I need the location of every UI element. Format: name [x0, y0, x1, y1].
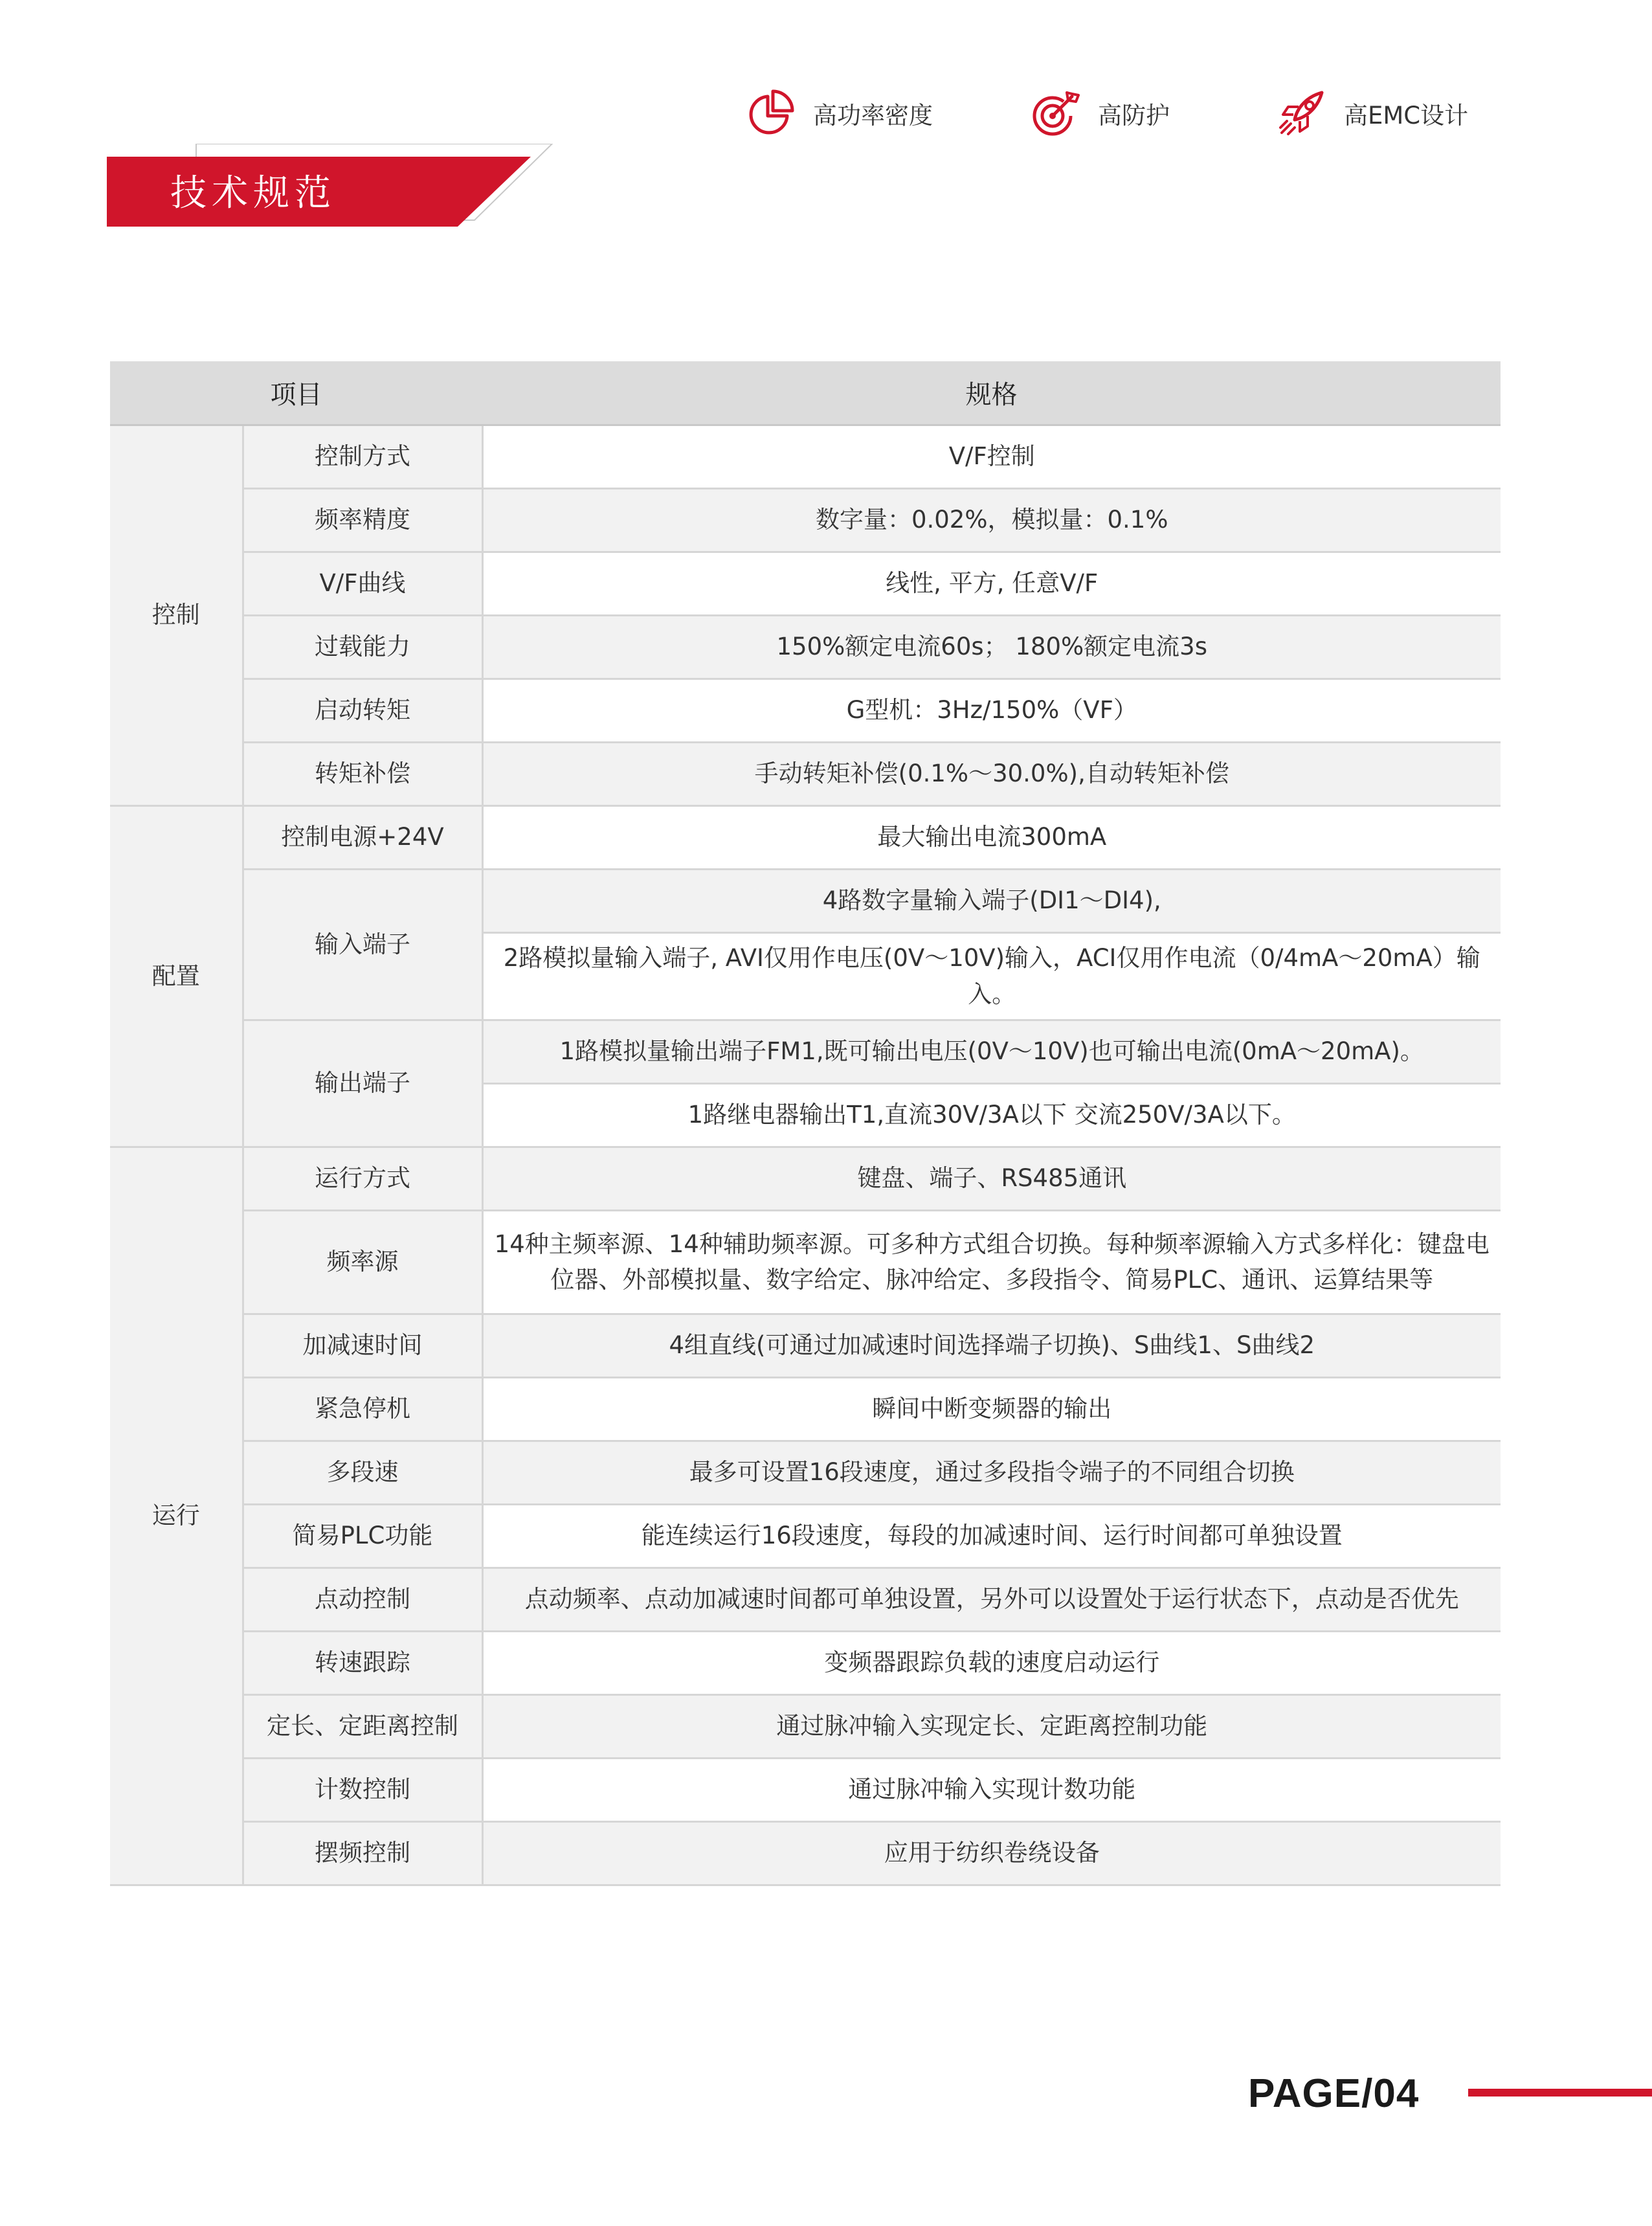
- table-row: [110, 1631, 1501, 1694]
- row-value: 150%额定电流60s； 180%额定电流3s: [482, 615, 1501, 679]
- table-row: [110, 425, 1501, 488]
- row-value: 能连续运行16段速度，每段的加减速时间、运行时间都可单独设置: [482, 1504, 1501, 1568]
- table-row: [110, 488, 1501, 552]
- group-control: 控制: [110, 425, 243, 805]
- table-row: [110, 1694, 1501, 1758]
- table-row: [110, 1821, 1501, 1885]
- row-item: 输出端子: [243, 1020, 482, 1147]
- row-value: 应用于纺织卷绕设备: [482, 1821, 1501, 1885]
- header-item: 项目: [110, 361, 482, 425]
- row-item: 紧急停机: [243, 1377, 482, 1441]
- table-row: [110, 1314, 1501, 1377]
- row-item: 计数控制: [243, 1758, 482, 1821]
- row-value: V/F控制: [482, 425, 1501, 488]
- row-value: 瞬间中断变频器的输出: [482, 1377, 1501, 1441]
- row-item: 简易PLC功能: [243, 1504, 482, 1568]
- row-item: 启动转矩: [243, 679, 482, 742]
- row-value: 2路模拟量输入端子, AVI仅用作电压(0V～10V)输入，ACI仅用作电流（0/4mA～20mA）输入。: [482, 932, 1501, 1020]
- table-header: [110, 361, 1501, 425]
- table-row: [110, 679, 1501, 742]
- row-value: 点动频率、点动加减速时间都可单独设置，另外可以设置处于运行状态下，点动是否优先: [482, 1568, 1501, 1631]
- row-value: 数字量：0.02%，模拟量：0.1%: [482, 488, 1501, 552]
- table-row: [110, 869, 1501, 932]
- row-value: 通过脉冲输入实现定长、定距离控制功能: [482, 1694, 1501, 1758]
- row-value: 通过脉冲输入实现计数功能: [482, 1758, 1501, 1821]
- page-accent-bar: [1468, 2089, 1652, 2097]
- row-value: 键盘、端子、RS485通讯: [482, 1147, 1501, 1210]
- row-item: 控制电源+24V: [243, 805, 482, 869]
- feature-high-protection: [1029, 84, 1170, 142]
- row-value: G型机：3Hz/150%（VF）: [482, 679, 1501, 742]
- row-item: 定长、定距离控制: [243, 1694, 482, 1758]
- table-row: [110, 1210, 1501, 1314]
- feature-high-power-density: [744, 84, 933, 142]
- row-item: 频率精度: [243, 488, 482, 552]
- row-item: 转速跟踪: [243, 1631, 482, 1694]
- row-value: 1路继电器输出T1,直流30V/3A以下 交流250V/3A以下。: [482, 1083, 1501, 1147]
- table-row: [110, 1568, 1501, 1631]
- row-item: 输入端子: [243, 869, 482, 1020]
- row-value: 变频器跟踪负载的速度启动运行: [482, 1631, 1501, 1694]
- row-item: 多段速: [243, 1441, 482, 1504]
- table-row: [110, 1147, 1501, 1210]
- target-icon: [1029, 87, 1081, 139]
- table-row: [110, 742, 1501, 805]
- table-row: [110, 615, 1501, 679]
- row-item: 运行方式: [243, 1147, 482, 1210]
- spec-table: [110, 361, 1501, 1886]
- table-row: [110, 552, 1501, 615]
- row-value: 最大输出电流300mA: [482, 805, 1501, 869]
- row-item: V/F曲线: [243, 552, 482, 615]
- table-row: [110, 1020, 1501, 1083]
- feature-label: 高EMC设计: [1344, 102, 1469, 129]
- section-title-banner: [107, 144, 560, 228]
- rocket-icon: [1275, 87, 1327, 139]
- row-value: 14种主频率源、14种辅助频率源。可多种方式组合切换。每种频率源输入方式多样化：键盘电位器、外部模拟量、数字给定、脉冲给定、多段指令、简易PLC、通讯、运算结果等: [482, 1210, 1501, 1314]
- header-spec: 规格: [482, 361, 1501, 425]
- pie-chart-icon: [744, 87, 796, 139]
- row-value: 1路模拟量输出端子FM1,既可输出电压(0V～10V)也可输出电流(0mA～20mA)。: [482, 1020, 1501, 1083]
- feature-badges: [744, 84, 1560, 142]
- page-number: PAGE/04: [1248, 2071, 1420, 2116]
- feature-label: 高功率密度: [813, 102, 933, 129]
- row-value: 4路数字量输入端子(DI1～DI4),: [482, 869, 1501, 932]
- row-item: 转矩补偿: [243, 742, 482, 805]
- row-value: 线性, 平方, 任意V/F: [482, 552, 1501, 615]
- row-value: 手动转矩补偿(0.1%～30.0%),自动转矩补偿: [482, 742, 1501, 805]
- table-row: [110, 805, 1501, 869]
- feature-high-emc: [1275, 84, 1468, 142]
- feature-label: 高防护: [1098, 102, 1170, 129]
- group-config: 配置: [110, 805, 243, 1147]
- table-row: [110, 1441, 1501, 1504]
- row-value: 4组直线(可通过加减速时间选择端子切换)、S曲线1、S曲线2: [482, 1314, 1501, 1377]
- row-item: 点动控制: [243, 1568, 482, 1631]
- row-item: 过载能力: [243, 615, 482, 679]
- row-item: 加减速时间: [243, 1314, 482, 1377]
- row-item: 摆频控制: [243, 1821, 482, 1885]
- row-item: 控制方式: [243, 425, 482, 488]
- row-value: 最多可设置16段速度，通过多段指令端子的不同组合切换: [482, 1441, 1501, 1504]
- row-item: 频率源: [243, 1210, 482, 1314]
- group-run: 运行: [110, 1147, 243, 1885]
- table-row: [110, 1377, 1501, 1441]
- table-row: [110, 1504, 1501, 1568]
- section-title: 技术规范: [170, 172, 336, 214]
- table-row: [110, 1758, 1501, 1821]
